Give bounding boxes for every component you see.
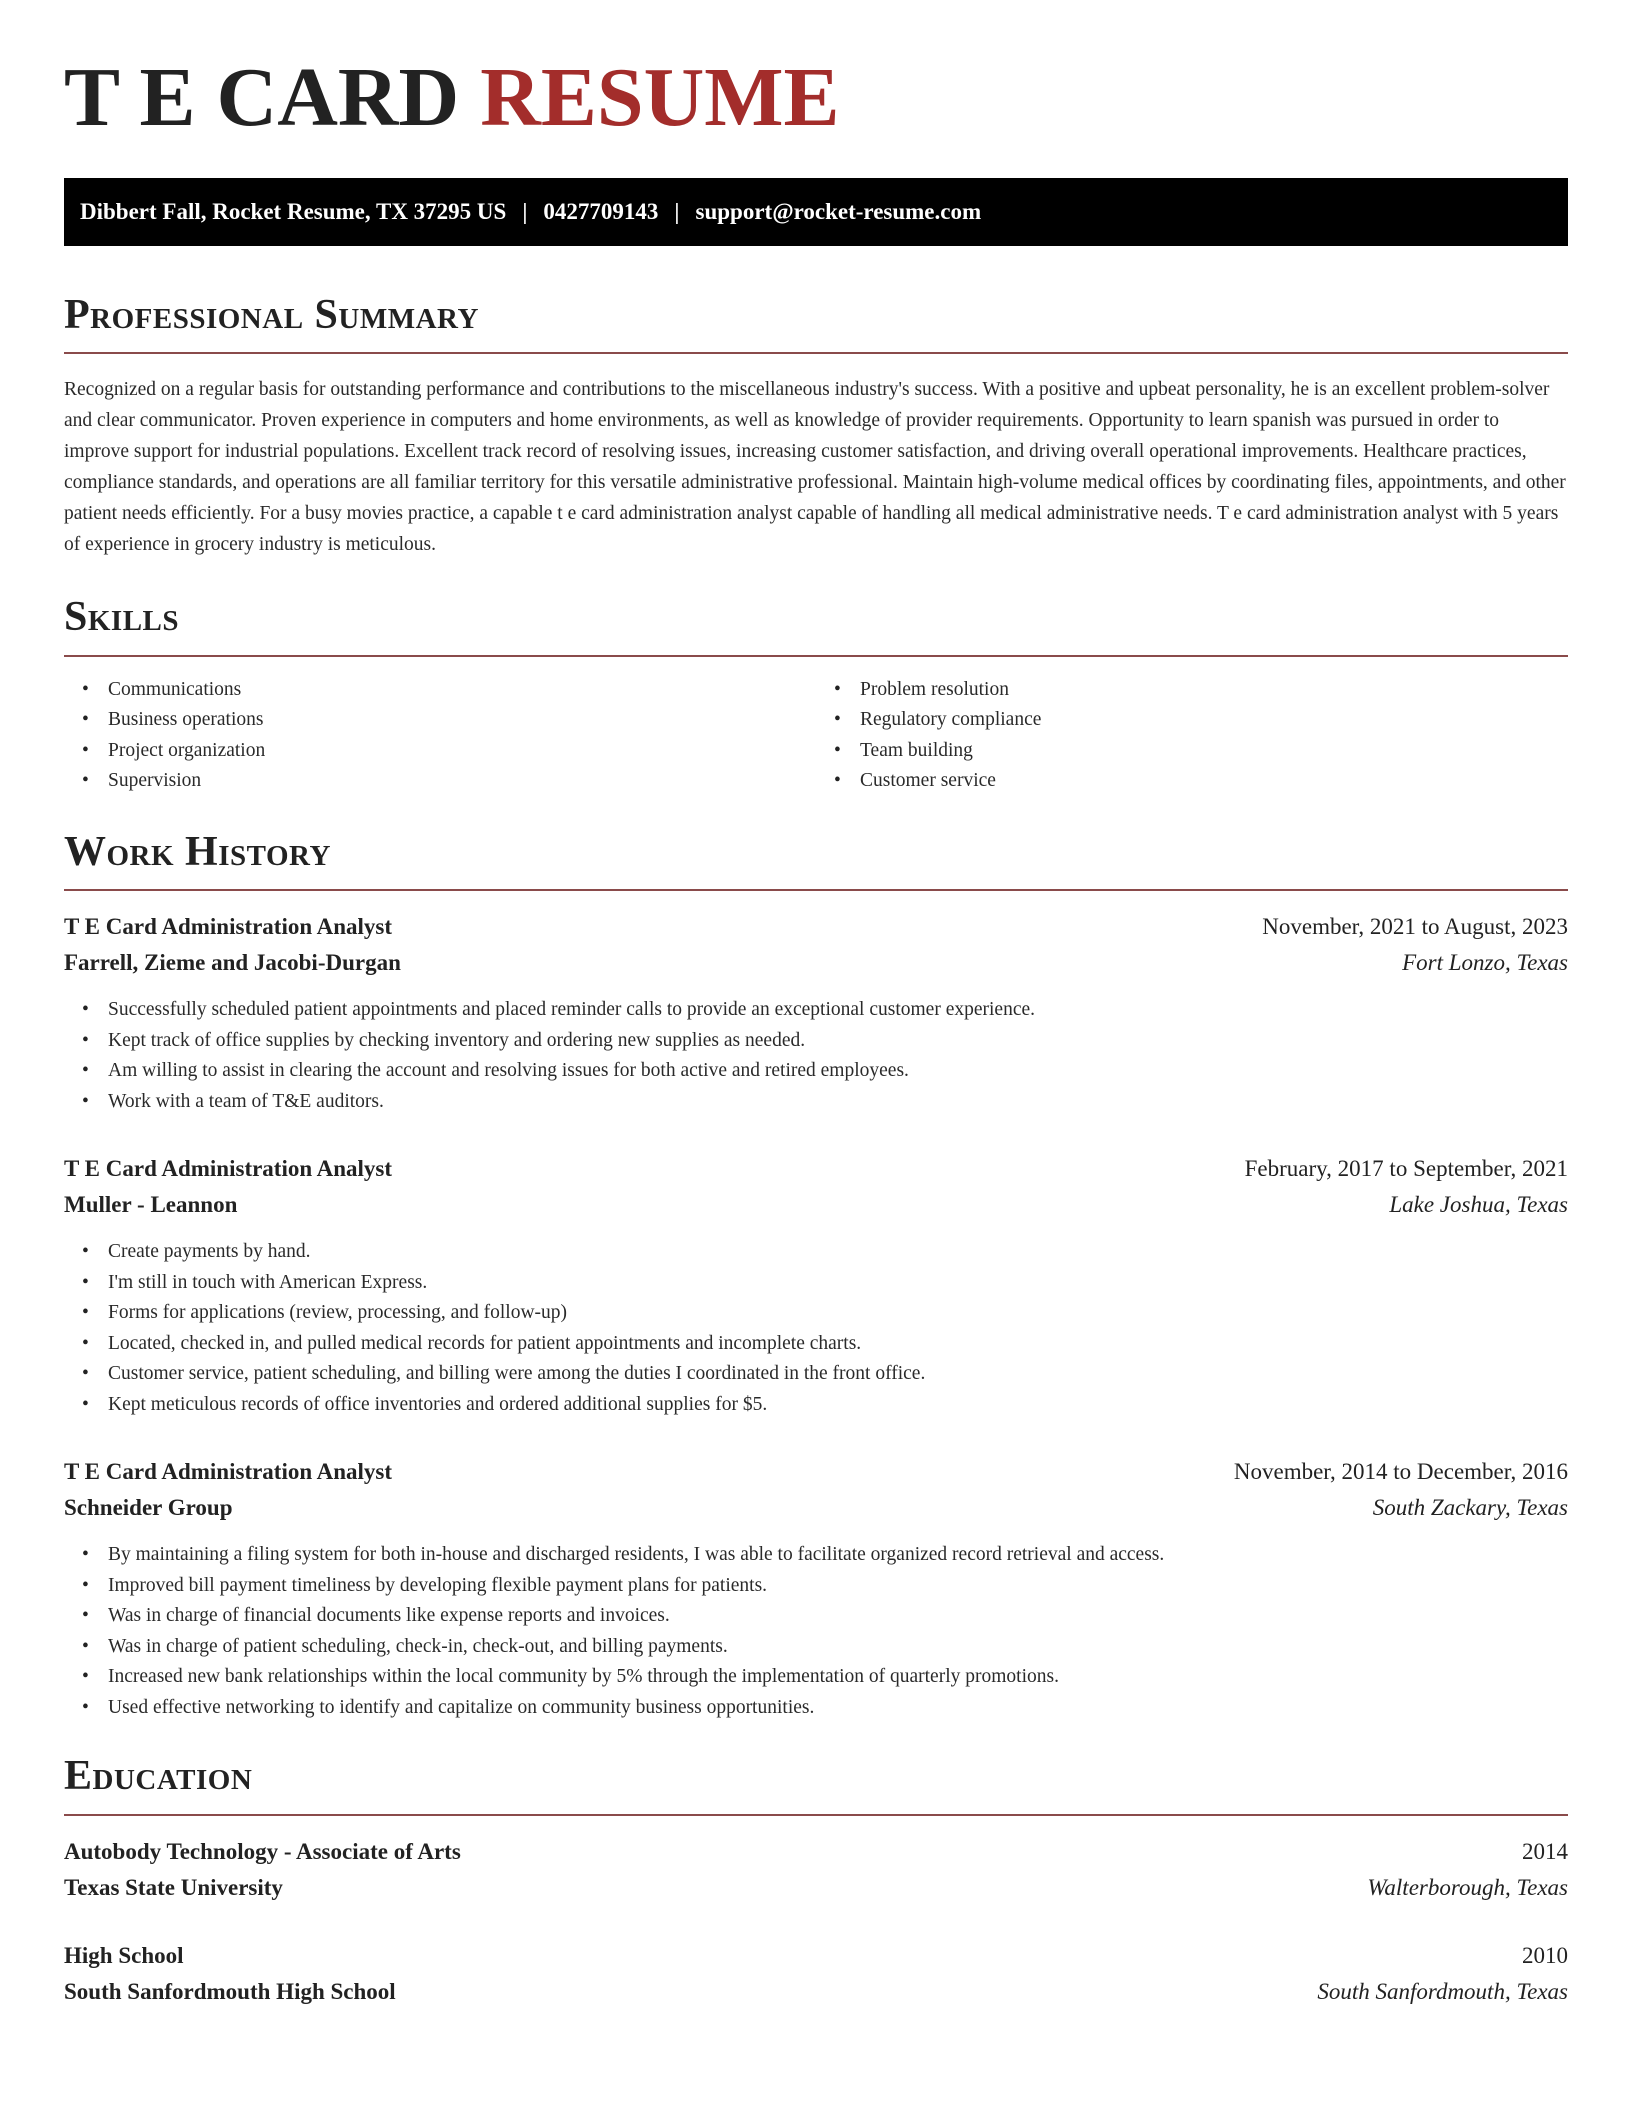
education-degree-row	[64, 1938, 1568, 1974]
skill-item: • Project organization	[108, 736, 816, 767]
job-entry	[64, 1151, 1568, 1420]
skills-column-right	[816, 675, 1568, 797]
job-dates: November, 2021 to August, 2023	[1262, 914, 1568, 940]
education-degree-row	[64, 1834, 1568, 1870]
job-bullet: • Successfully scheduled patient appointments and placed reminder calls to provide an exceptional customer experience.	[108, 995, 1568, 1026]
job-entry	[64, 909, 1568, 1117]
job-bullet: • Increased new bank relationships within the local community by 5% through the implementation of quarterly promotions.	[108, 1662, 1568, 1693]
skill-item: • Supervision	[108, 766, 816, 797]
summary-section	[64, 290, 1568, 560]
job-location: Lake Joshua, Texas	[1389, 1192, 1568, 1218]
skills-section	[64, 592, 1568, 796]
contact-phone: 0427709143	[543, 199, 659, 224]
job-dates: November, 2014 to December, 2016	[1233, 1459, 1568, 1485]
resume-title	[64, 51, 1568, 144]
education-degree: Autobody Technology - Associate of Arts	[64, 1838, 461, 1864]
job-bullet: • Kept meticulous records of office inventories and ordered additional supplies for $5.	[108, 1390, 1568, 1421]
job-bullet: • Customer service, patient scheduling, and billing were among the duties I coordinated in the front office.	[108, 1359, 1568, 1390]
education-year: 2010	[1522, 1942, 1568, 1968]
job-title-row	[64, 1454, 1568, 1490]
contact-separator: |	[522, 199, 528, 224]
skill-item: • Business operations	[108, 705, 816, 736]
education-year: 2014	[1522, 1838, 1568, 1864]
job-bullet: • Forms for applications (review, processing, and follow-up)	[108, 1298, 1568, 1329]
job-title-row	[64, 1151, 1568, 1187]
skill-item: • Communications	[108, 675, 816, 706]
job-bullet: • Improved bill payment timeliness by developing flexible payment plans for patients.	[108, 1571, 1568, 1602]
contact-separator: |	[674, 199, 680, 224]
section-divider	[64, 352, 1568, 354]
job-bullet: • Was in charge of patient scheduling, check-in, check-out, and billing payments.	[108, 1632, 1568, 1663]
job-company: Schneider Group	[64, 1495, 233, 1521]
job-dates: February, 2017 to September, 2021	[1244, 1156, 1568, 1182]
job-title: T E Card Administration Analyst	[64, 1156, 393, 1182]
summary-heading: Professional Summary	[64, 292, 479, 338]
job-company: Farrell, Zieme and Jacobi-Durgan	[64, 950, 401, 976]
job-bullet: • Am willing to assist in clearing the account and resolving issues for both active and retired employees.	[108, 1056, 1568, 1087]
job-bullet: • Was in charge of financial documents like expense reports and invoices.	[108, 1601, 1568, 1632]
contact-bar	[64, 178, 1568, 246]
job-bullet: • Work with a team of T&E auditors.	[108, 1087, 1568, 1118]
job-entry	[64, 1454, 1568, 1723]
education-school-row	[64, 1974, 1568, 2010]
education-school-row	[64, 1870, 1568, 1906]
skills-heading: Skills	[64, 594, 180, 641]
education-entry	[64, 1938, 1568, 2010]
skill-item: • Regulatory compliance	[860, 705, 1568, 736]
skill-item: • Customer service	[860, 766, 1568, 797]
section-divider	[64, 1814, 1568, 1816]
education-school: Texas State University	[64, 1874, 283, 1900]
job-bullets	[64, 995, 1568, 1117]
job-bullets	[64, 1237, 1568, 1420]
skills-column-left	[64, 675, 816, 797]
job-company-row	[64, 1490, 1568, 1526]
job-bullet: • Create payments by hand.	[108, 1237, 1568, 1268]
job-title: T E Card Administration Analyst	[64, 1459, 393, 1485]
title-main: T E CARD	[64, 51, 460, 144]
work-history-section	[64, 827, 1568, 1723]
job-bullet: • I'm still in touch with American Express.	[108, 1268, 1568, 1299]
job-company-row	[64, 945, 1568, 981]
job-location: Fort Lonzo, Texas	[1402, 950, 1568, 976]
skill-item: • Problem resolution	[860, 675, 1568, 706]
section-divider	[64, 655, 1568, 657]
job-title: T E Card Administration Analyst	[64, 914, 393, 940]
education-location: South Sanfordmouth, Texas	[1317, 1978, 1568, 2004]
job-company: Muller - Leannon	[64, 1192, 238, 1218]
job-location: South Zackary, Texas	[1372, 1495, 1568, 1521]
job-company-row	[64, 1187, 1568, 1223]
skill-item: • Team building	[860, 736, 1568, 767]
job-bullets	[64, 1540, 1568, 1723]
summary-text: Recognized on a regular basis for outstanding performance and contributions to the miscellaneous industry's success. With a positive and upbeat personality, he is an excellent problem-solver and clear communicator. Proven experience in computers and home environments, as well as knowledge of provider requirements. Opportunity to learn spanish was pursued in order to improve support for industrial populations. Excellent track record of resolving issues, increasing customer satisfaction, and driving overall operational improvements. Healthcare practices, compliance standards, and operations are all familiar territory for this versatile administrative professional. Maintain high-volume medical offices by coordinating files, appointments, and other patient needs efficiently. For a busy movies practice, a capable t e card administration analyst capable of handling all medical administrative needs. T e card administration analyst with 5 years of experience in grocery industry is meticulous.	[64, 379, 1566, 556]
job-bullet: • Located, checked in, and pulled medical records for patient appointments and incomplete charts.	[108, 1329, 1568, 1360]
work-history-heading: Work History	[64, 828, 331, 875]
section-divider	[64, 889, 1568, 891]
title-accent: RESUME	[480, 51, 840, 144]
job-bullet: • By maintaining a filing system for both in-house and discharged residents, I was able to facilitate organized record retrieval and access.	[108, 1540, 1568, 1571]
education-school: South Sanfordmouth High School	[64, 1978, 396, 2004]
education-entry	[64, 1834, 1568, 1906]
education-heading: Education	[64, 1753, 253, 1800]
education-location: Walterborough, Texas	[1367, 1874, 1568, 1900]
education-degree: High School	[64, 1942, 184, 1968]
job-bullet: • Used effective networking to identify and capitalize on community business opportunities.	[108, 1693, 1568, 1724]
education-section	[64, 1751, 1568, 2009]
contact-email: support@rocket-resume.com	[695, 199, 982, 224]
skills-grid	[64, 675, 1568, 797]
job-title-row	[64, 909, 1568, 945]
contact-address: Dibbert Fall, Rocket Resume, TX 37295 US	[80, 199, 507, 224]
job-bullet: • Kept track of office supplies by checking inventory and ordering new supplies as needed.	[108, 1026, 1568, 1057]
